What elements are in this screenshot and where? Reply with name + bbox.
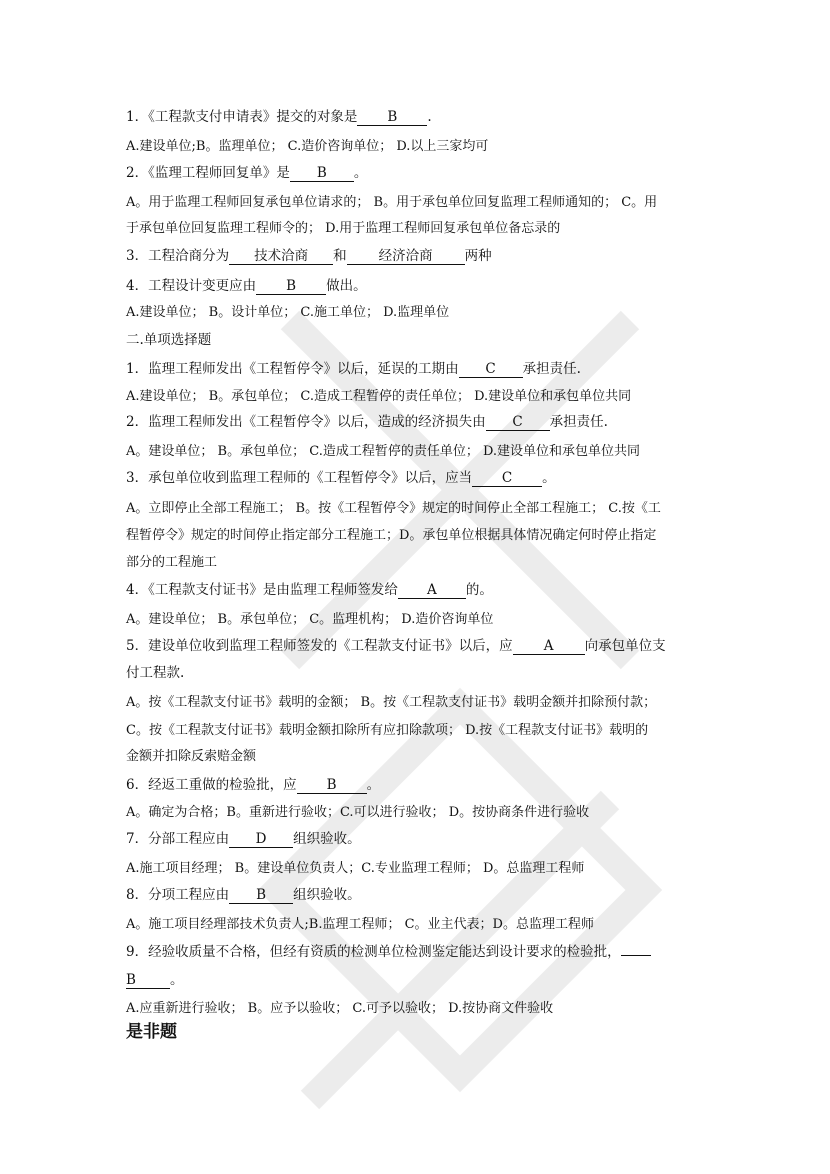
question-2: 2．《监理工程师回复单》是 B 。: [126, 165, 368, 181]
options-s5-line-2: C。按《工程款支付证书》载明金额扣除所有应扣除款项； D.按《工程款支付证书》载明的: [126, 723, 649, 738]
answer-blank: C: [459, 362, 523, 378]
answer-blank: A: [398, 583, 466, 599]
answer-blank: C: [472, 471, 542, 487]
options-s9: A.应重新进行验收； B。应予以验收； C.可予以验收； D.按协商文件验收: [126, 1001, 554, 1016]
answer-blank: 经济洽商: [347, 249, 465, 265]
options-s5-line-3: 金额并扣除反索赔金额: [126, 749, 257, 764]
options-2-line-2: 于承包单位回复监理工程师令的； D.用于监理工程师回复承包单位备忘录的: [126, 221, 561, 236]
answer-blank: B: [357, 110, 427, 126]
question-4: 4．工程设计变更应由 B 做出。: [126, 278, 367, 294]
question-s5-line-1: 5．建设单位收到监理工程师签发的《工程款支付证书》以后，应 A 向承包单位支: [126, 638, 666, 654]
section-heading-single-choice: 二.单项选择题: [126, 332, 212, 348]
options-s3-line-1: A。立即停止全部工程施工； B。按《工程暂停令》规定的时间停止全部工程施工； C.按《工: [126, 501, 661, 516]
answer-blank: C: [486, 415, 550, 431]
question-s4: 4．《工程款支付证书》是由监理工程师签发给 A 的。: [126, 582, 493, 598]
answer-blank: B: [290, 166, 354, 182]
answer-blank: B: [229, 888, 293, 904]
options-4: A.建设单位； B。设计单位； C.施工单位； D.监理单位: [126, 305, 450, 320]
answer-blank-lead: [621, 955, 651, 956]
question-s1: 1．监理工程师发出《工程暂停令》以后，延误的工期由 C 承担责任.: [126, 361, 581, 377]
options-s3-line-2: 程暂停令》规定的时间停止指定部分工程施工；D。承包单位根据具体情况确定何时停止指定: [126, 528, 657, 543]
question-s5-line-2: 付工程款.: [126, 665, 185, 681]
options-s2: A。建设单位； B。承包单位； C.造成工程暂停的责任单位； D.建设单位和承包单位共同: [126, 444, 641, 459]
question-s6: 6．经返工重做的检验批，应 B 。: [126, 777, 381, 793]
question-s8: 8．分项工程应由 B 组织验收。: [126, 887, 361, 903]
question-s9-line-1: 9．经验收质量不合格，但经有资质的检测单位检测鉴定能达到设计要求的检验批，: [126, 943, 651, 961]
options-s5-line-1: A。按《工程款支付证书》载明的金额； B。按《工程款支付证书》载明金额并扣除预付款；: [126, 695, 657, 710]
answer-blank: 技术洽商: [229, 249, 333, 265]
question-s2: 2．监理工程师发出《工程暂停令》以后，造成的经济损失由 C 承担责任.: [126, 414, 608, 430]
options-2-line-1: A。用于监理工程师回复承包单位请求的； B。用于承包单位回复监理工程师通知的； C。用: [126, 195, 658, 210]
options-s8: A。施工项目经理部技术负责人;B.监理工程师； C。业主代表；D。总监理工程师: [126, 917, 594, 932]
answer-blank: B: [297, 778, 367, 794]
question-s9-line-2: B 。: [126, 972, 184, 988]
options-s6: A。确定为合格；B。重新进行验收；C.可以进行验收； D。按协商条件进行验收: [126, 805, 590, 820]
options-s1: A.建设单位； B。承包单位； C.造成工程暂停的责任单位； D.建设单位和承包单位共同: [126, 389, 632, 404]
watermark-logo: [250, 280, 670, 1160]
answer-blank: A: [513, 639, 585, 655]
question-s3: 3．承包单位收到监理工程师的《工程暂停令》以后，应当 C 。: [126, 470, 556, 486]
section-heading-true-false: 是非题: [126, 1022, 177, 1042]
options-1: A.建设单位;B。监理单位； C.造价咨询单位； D.以上三家均可: [126, 139, 489, 154]
question-3: 3．工程洽商分为 技术洽商 和 经济洽商 两种: [126, 248, 492, 264]
question-s7: 7．分部工程应由 D 组织验收。: [126, 831, 361, 847]
options-s3-line-3: 部分的工程施工: [126, 555, 218, 570]
options-s7: A.施工项目经理； B。建设单位负责人；C.专业监理工程师； D。总监理工程师: [126, 861, 585, 876]
answer-blank: B: [256, 279, 326, 295]
answer-blank: B: [126, 973, 170, 989]
question-1: 1．《工程款支付申请表》提交的对象是 B .: [126, 109, 432, 125]
answer-blank: D: [229, 832, 293, 848]
options-s4: A。建设单位； B。承包单位； C。监理机构； D.造价咨询单位: [126, 612, 494, 627]
